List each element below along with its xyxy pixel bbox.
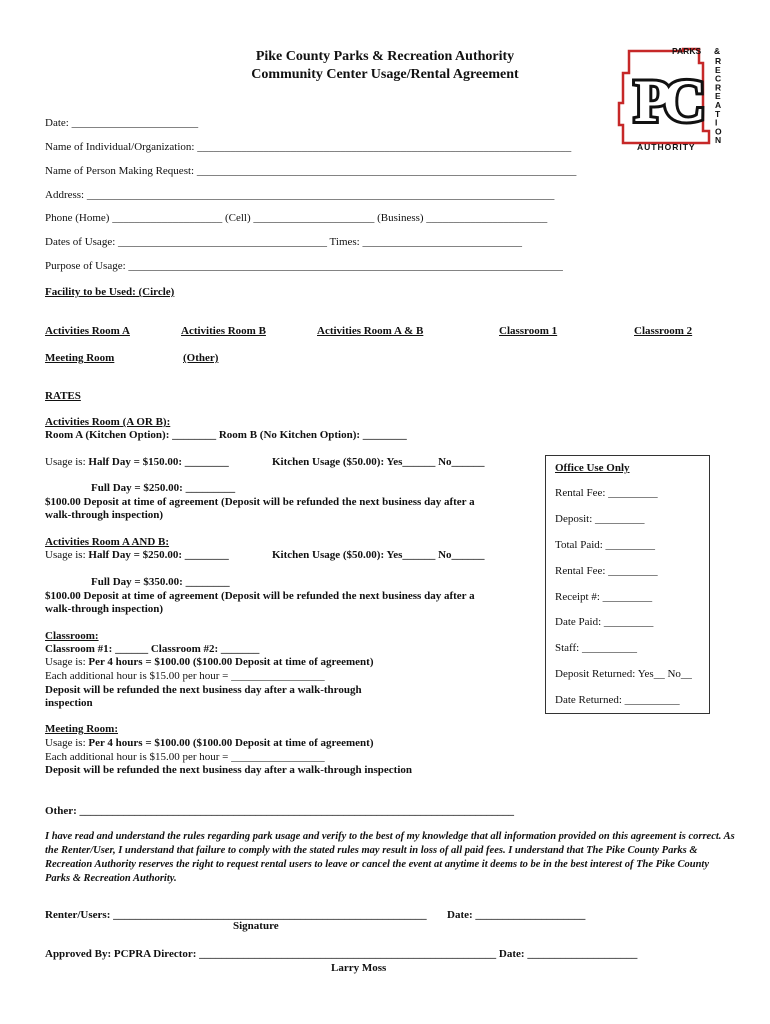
full-day-2[interactable]: Full Day = $350.00: ________ — [91, 576, 230, 588]
office-receipt[interactable]: Receipt #: _________ — [555, 591, 653, 603]
office-deposit-returned[interactable]: Deposit Returned: Yes__ No__ — [555, 668, 692, 680]
office-total-paid[interactable]: Total Paid: _________ — [555, 539, 656, 551]
logo-side-letter: T — [715, 108, 721, 119]
facility-classroom-1[interactable]: Classroom 1 — [499, 325, 558, 337]
other-field[interactable]: Other: _______________________________________________________________________________ — [45, 805, 515, 817]
logo-amp: & — [714, 46, 721, 56]
pcpra-logo — [615, 43, 730, 153]
logo-side-letter: A — [715, 100, 722, 110]
activities-ab-heading: Activities Room (A OR B): — [45, 416, 171, 428]
meeting-room-refund: Deposit will be refunded the next business day after a walk-through inspection — [45, 764, 413, 776]
facility-other[interactable]: (Other) — [183, 352, 219, 364]
full-day-1[interactable]: Full Day = $250.00: _________ — [91, 482, 236, 494]
name-person-field[interactable]: Name of Person Making Request: _____________________________________________________________________ — [45, 165, 577, 177]
signature-label: Signature — [233, 920, 279, 932]
kitchen-usage-2[interactable]: Kitchen Usage ($50.00): Yes______ No______ — [272, 549, 485, 561]
renter-signature-field[interactable]: Renter/Users: _________________________________________________________ — [45, 909, 427, 921]
facility-heading: Facility to be Used: (Circle) — [45, 286, 175, 298]
office-rental-fee[interactable]: Rental Fee: _________ — [555, 487, 658, 499]
rates-heading: RATES — [45, 390, 81, 402]
logo-side-letter: R — [715, 82, 722, 93]
logo-side-letter: R — [715, 56, 722, 66]
deposit-note-1b: walk-through inspection) — [45, 509, 164, 521]
title-line-2: Community Center Usage/Rental Agreement — [251, 67, 519, 82]
classroom-heading: Classroom: — [45, 630, 99, 642]
deposit-note-1a: $100.00 Deposit at time of agreement (Deposit will be refunded the next business day after a — [45, 496, 475, 508]
logo-side-letter: E — [715, 64, 721, 75]
office-date-returned[interactable]: Date Returned: __________ — [555, 694, 680, 706]
renter-date-field[interactable]: Date: ____________________ — [447, 909, 586, 921]
deposit-note-2b: walk-through inspection) — [45, 603, 164, 615]
meeting-room-usage: Usage is: Per 4 hours = $100.00 ($100.00 Deposit at time of agreement) — [45, 737, 374, 749]
usage-half-day-2[interactable]: Usage is: Half Day = $250.00: ________ — [45, 549, 229, 561]
office-staff[interactable]: Staff: __________ — [555, 642, 637, 654]
office-date-paid[interactable]: Date Paid: _________ — [555, 616, 654, 628]
logo-side-letter: N — [715, 135, 722, 146]
office-use-title: Office Use Only — [555, 462, 630, 474]
dates-times-field[interactable]: Dates of Usage: ______________________________________ Times: _____________________________ — [45, 236, 522, 248]
facility-activities-ab[interactable]: Activities Room A & B — [317, 325, 424, 337]
classroom-refund-a: Deposit will be refunded the next business day after a walk-through — [45, 684, 362, 696]
director-name: Larry Moss — [331, 962, 387, 974]
usage-half-day-1[interactable]: Usage is: Half Day = $150.00: ________ — [45, 456, 229, 468]
kitchen-usage-1[interactable]: Kitchen Usage ($50.00): Yes______ No______ — [272, 456, 485, 468]
classroom-usage: Usage is: Per 4 hours = $100.00 ($100.00 Deposit at time of agreement) — [45, 656, 374, 668]
meeting-room-heading: Meeting Room: — [45, 723, 119, 735]
title-line-1: Pike County Parks & Recreation Authority — [255, 49, 515, 64]
logo-side-letter: I — [715, 117, 718, 128]
facility-classroom-2[interactable]: Classroom 2 — [634, 325, 693, 337]
logo-bottom-text: AUTHORITY — [637, 142, 696, 152]
address-field[interactable]: Address: _____________________________________________________________________________________ — [45, 189, 555, 201]
logo-side-letter: O — [715, 126, 722, 137]
agreement-text: I have read and understand the rules regarding park usage and verify to the best of my knowledge that all information provided on this agreement is correct. As the Renter/User, I understand that failure to comply with the stated rules may result in loss of all paid fees. I understand that The Pike County Parks & Recreation Authority reserves the right to request rental users to leave or cancel the event at anytime it deems to be in the best interest of The Pike County Parks & Recreation Authority. — [45, 831, 735, 884]
meeting-room-additional-hour[interactable]: Each additional hour is $15.00 per hour = _________________ — [45, 751, 325, 763]
logo-graphic — [615, 43, 730, 153]
logo-side-letter: C — [715, 73, 722, 84]
office-rental-fee-2[interactable]: Rental Fee: _________ — [555, 565, 658, 577]
activities-and-heading: Activities Room A AND B: — [45, 536, 170, 548]
logo-side-letter: E — [715, 91, 721, 102]
logo-initials: PC — [634, 68, 698, 134]
classroom-refund-b: inspection — [45, 697, 93, 709]
classroom-select-line[interactable]: Classroom #1: ______ Classroom #2: _______ — [45, 643, 260, 655]
room-kitchen-option-line[interactable]: Room A (Kitchen Option): ________ Room B (No Kitchen Option): ________ — [45, 429, 407, 441]
approved-by-field[interactable]: Approved By: PCPRA Director: ______________________________________________________ Date: ____________________ — [45, 948, 638, 960]
classroom-additional-hour[interactable]: Each additional hour is $15.00 per hour = _________________ — [45, 670, 325, 682]
facility-activities-b[interactable]: Activities Room B — [181, 325, 266, 337]
name-organization-field[interactable]: Name of Individual/Organization: ____________________________________________________________________ — [45, 141, 572, 153]
logo-side-letters — [715, 56, 722, 145]
purpose-field[interactable]: Purpose of Usage: _______________________________________________________________________________ — [45, 260, 563, 272]
phone-field[interactable]: Phone (Home) ____________________ (Cell) ______________________ (Business) ______________________ — [45, 212, 548, 224]
office-deposit[interactable]: Deposit: _________ — [555, 513, 645, 525]
date-field[interactable]: Date: _______________________ — [45, 117, 199, 129]
logo-top-text: PARKS — [672, 46, 702, 56]
deposit-note-2a: $100.00 Deposit at time of agreement (Deposit will be refunded the next business day after a — [45, 590, 475, 602]
facility-activities-a[interactable]: Activities Room A — [45, 325, 130, 337]
facility-meeting-room[interactable]: Meeting Room — [45, 352, 115, 364]
